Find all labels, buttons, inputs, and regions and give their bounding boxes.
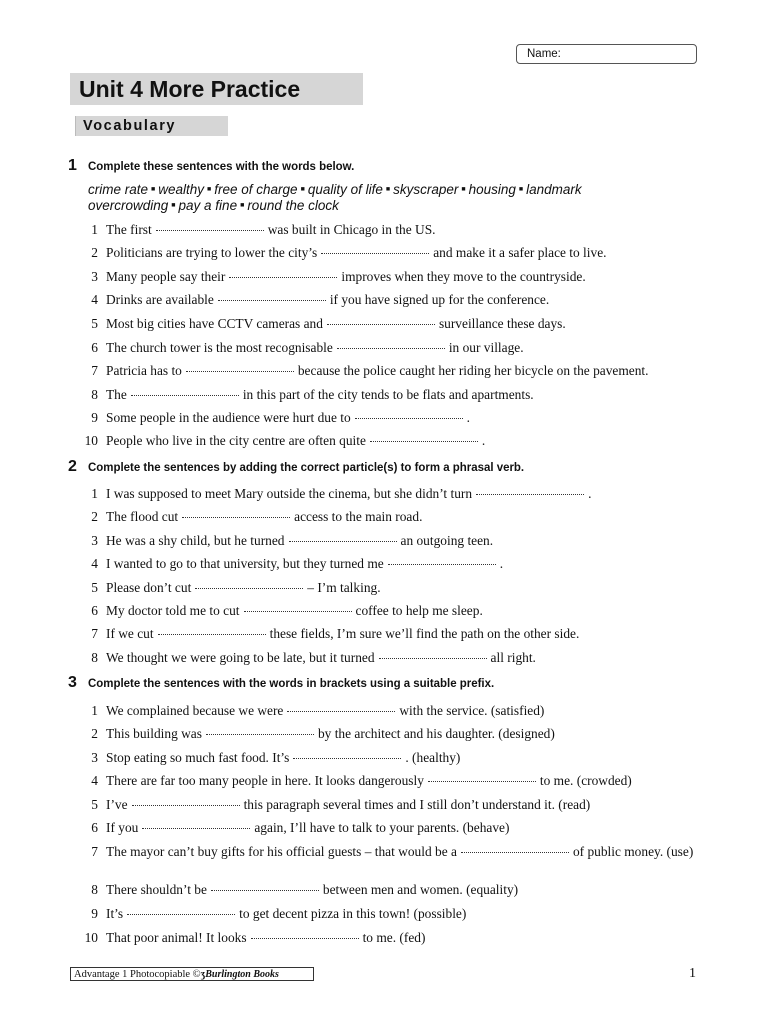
- word-bank-word: wealthy: [158, 182, 205, 197]
- item-text: We thought we were going to be late, but it turned: [106, 650, 375, 665]
- answer-blank[interactable]: [293, 757, 401, 759]
- answer-blank[interactable]: [428, 780, 536, 782]
- item-number: 9: [91, 410, 98, 425]
- list-item: [78, 509, 728, 525]
- item-text: We complained because we were: [106, 703, 284, 718]
- item-text: .: [481, 433, 486, 448]
- list-item: [78, 726, 728, 742]
- item-number: 7: [91, 626, 98, 641]
- item-text: if you have signed up for the conference.: [329, 292, 550, 307]
- answer-blank[interactable]: [287, 710, 395, 712]
- word-bank-word: quality of life: [307, 182, 383, 197]
- item-text: It’s: [106, 906, 124, 921]
- list-item: [78, 340, 728, 356]
- answer-blank[interactable]: [195, 587, 303, 589]
- list-item: [78, 486, 728, 502]
- word-bank-line-1: crime rate ■ wealthy ■ free of charge ■ quality of life ■ skyscraper ■ housing ■ landmark: [88, 182, 582, 197]
- item-number: 9: [91, 906, 98, 921]
- item-text: coffee to help me sleep.: [355, 603, 483, 618]
- list-item: [78, 930, 728, 946]
- item-number: 5: [91, 797, 98, 812]
- item-number: 5: [91, 316, 98, 331]
- item-text: My doctor told me to cut: [106, 603, 240, 618]
- item-number: 4: [91, 773, 98, 788]
- item-text: The flood cut: [106, 509, 179, 524]
- list-item: [78, 773, 728, 789]
- item-text: There are far too many people in here. It looks dangerously: [106, 773, 424, 788]
- item-text: Stop eating so much fast food. It’s: [106, 750, 290, 765]
- list-item: [78, 269, 728, 285]
- list-item: [78, 906, 728, 922]
- item-text: Most big cities have CCTV cameras and: [106, 316, 323, 331]
- item-number: 6: [91, 340, 98, 355]
- item-text: – I’m talking.: [307, 580, 381, 595]
- answer-blank[interactable]: [206, 733, 314, 735]
- list-item: [78, 603, 728, 619]
- answer-blank[interactable]: [244, 610, 352, 612]
- list-item: [78, 797, 728, 813]
- exercise-number: 2: [68, 458, 77, 475]
- item-number: 6: [91, 820, 98, 835]
- answer-blank[interactable]: [355, 417, 463, 419]
- answer-blank[interactable]: [327, 323, 435, 325]
- item-text: The first: [106, 222, 152, 237]
- item-number: 7: [91, 363, 98, 378]
- item-number: 3: [91, 533, 98, 548]
- word-bank-word: round the clock: [247, 198, 339, 213]
- section-tab-label: Vocabulary: [83, 118, 177, 134]
- item-text: There shouldn’t be: [106, 882, 207, 897]
- item-number: 6: [91, 603, 98, 618]
- item-number: 10: [84, 930, 98, 945]
- item-text: in this part of the city tends to be flats and apartments.: [242, 387, 534, 402]
- item-text: an outgoing teen.: [400, 533, 494, 548]
- item-number: 2: [91, 245, 98, 260]
- item-text: Drinks are available: [106, 292, 214, 307]
- item-number: 8: [91, 650, 98, 665]
- list-item: [78, 626, 728, 642]
- item-text: and make it a safer place to live.: [433, 245, 607, 260]
- item-text: I wanted to go to that university, but they turned me: [106, 556, 384, 571]
- item-text: The church tower is the most recognisable: [106, 340, 333, 355]
- item-text: again, I’ll have to talk to your parents. (behave): [254, 820, 510, 835]
- item-number: 3: [91, 750, 98, 765]
- item-number: 2: [91, 509, 98, 524]
- item-text: He was a shy child, but he turned: [106, 533, 285, 548]
- item-number: 4: [91, 292, 98, 307]
- footer-credit: [70, 967, 314, 981]
- item-text: .: [499, 556, 504, 571]
- item-number: 5: [91, 580, 98, 595]
- item-text: That poor animal! It looks: [106, 930, 247, 945]
- item-text: If we cut: [106, 626, 154, 641]
- answer-blank[interactable]: [379, 657, 487, 659]
- word-bank-word: overcrowding: [88, 198, 169, 213]
- item-text: was built in Chicago in the US.: [267, 222, 436, 237]
- exercise-instruction: Complete the sentences with the words in brackets using a suitable prefix.: [88, 676, 495, 690]
- answer-blank[interactable]: [337, 347, 445, 349]
- list-item: [78, 292, 728, 308]
- answer-blank[interactable]: [211, 889, 319, 891]
- item-text: If you: [106, 820, 139, 835]
- list-item: [78, 316, 728, 332]
- item-text: this paragraph several times and I still don’t understand it. (read): [243, 797, 591, 812]
- list-item: [78, 650, 728, 666]
- list-item: [78, 820, 728, 836]
- item-number: 8: [91, 387, 98, 402]
- item-text: to get decent pizza in this town! (possible): [239, 906, 467, 921]
- item-text: .: [588, 486, 592, 501]
- answer-blank[interactable]: [132, 804, 240, 806]
- list-item: [78, 433, 728, 449]
- answer-blank[interactable]: [321, 252, 429, 254]
- publisher-logo: ʒBurlington Books: [200, 969, 279, 980]
- item-text: surveillance these days.: [438, 316, 566, 331]
- footer-text: Advantage 1 Photocopiable ©: [74, 969, 201, 980]
- item-text: in our village.: [448, 340, 524, 355]
- item-text: by the architect and his daughter. (designed): [317, 726, 555, 741]
- item-number: 8: [91, 882, 98, 897]
- answer-blank[interactable]: [218, 299, 326, 301]
- list-item: [78, 410, 728, 426]
- item-text: Patricia has to: [106, 363, 182, 378]
- item-text: between men and women. (equality): [322, 882, 519, 897]
- exercise-instruction: Complete these sentences with the words below.: [88, 159, 355, 173]
- item-text: Please don’t cut: [106, 580, 192, 595]
- item-text: Politicians are trying to lower the city’s: [106, 245, 318, 260]
- item-text: these fields, I’m sure we’ll find the path on the other side.: [269, 626, 580, 641]
- item-number: 2: [91, 726, 98, 741]
- item-text: Many people say their: [106, 269, 226, 284]
- list-item: [78, 245, 728, 261]
- page-number: 1: [689, 966, 696, 981]
- item-text: Some people in the audience were hurt due to: [106, 410, 351, 425]
- list-item: [78, 750, 728, 766]
- answer-blank[interactable]: [476, 493, 584, 495]
- item-text: This building was: [106, 726, 202, 741]
- answer-blank[interactable]: [186, 370, 294, 372]
- exercise-instruction: Complete the sentences by adding the correct particle(s) to form a phrasal verb.: [88, 460, 525, 474]
- item-text: with the service. (satisfied): [399, 703, 545, 718]
- list-item: [78, 363, 728, 379]
- item-text: to me. (fed): [362, 930, 426, 945]
- answer-blank[interactable]: [158, 633, 266, 635]
- word-bank-word: housing: [468, 182, 516, 197]
- exercise-number: 3: [68, 674, 77, 691]
- answer-blank[interactable]: [182, 516, 290, 518]
- name-field[interactable]: [516, 44, 697, 64]
- item-number: 1: [91, 703, 98, 718]
- answer-blank[interactable]: [251, 937, 359, 939]
- list-item: [78, 580, 728, 596]
- item-number: 10: [84, 433, 98, 448]
- item-text: The mayor can’t buy gifts for his official guests – that would be a: [106, 844, 457, 859]
- list-item: [78, 844, 728, 860]
- list-item: [78, 556, 728, 572]
- section-tab: [70, 116, 228, 136]
- item-number: 4: [91, 556, 98, 571]
- list-item: [78, 222, 728, 238]
- word-bank-word: pay a fine: [178, 198, 238, 213]
- item-number: 7: [91, 844, 98, 859]
- name-label: Name:: [527, 48, 561, 60]
- item-text: I’ve: [106, 797, 128, 812]
- publisher-name: Burlington Books: [205, 969, 279, 980]
- word-bank-word: crime rate: [88, 182, 149, 197]
- word-bank-word: landmark: [526, 182, 582, 197]
- answer-blank[interactable]: [229, 276, 337, 278]
- item-text: access to the main road.: [294, 509, 423, 524]
- exercise-number: 1: [68, 157, 77, 174]
- item-text: .: [466, 410, 471, 425]
- answer-blank[interactable]: [131, 394, 239, 396]
- item-text: I was supposed to meet Mary outside the cinema, but she didn’t turn: [106, 486, 473, 501]
- word-bank-word: free of charge: [214, 182, 298, 197]
- word-bank-line-2: overcrowding ■ pay a fine ■ round the clock: [88, 198, 339, 213]
- item-text: to me. (crowded): [539, 773, 632, 788]
- page-title: Unit 4 More Practice: [70, 73, 363, 105]
- answer-blank[interactable]: [370, 440, 478, 442]
- item-text: improves when they move to the countryside.: [341, 269, 586, 284]
- answer-blank[interactable]: [461, 851, 569, 853]
- item-number: 1: [91, 486, 98, 501]
- word-bank-word: skyscraper: [393, 182, 459, 197]
- item-number: 1: [91, 222, 98, 237]
- list-item: [78, 882, 728, 898]
- item-text: because the police caught her riding her bicycle on the pavement.: [297, 363, 649, 378]
- answer-blank[interactable]: [142, 827, 250, 829]
- answer-blank[interactable]: [156, 229, 264, 231]
- list-item: [78, 387, 728, 403]
- list-item: [78, 703, 728, 719]
- item-text: of public money. (use): [572, 844, 694, 859]
- item-text: . (healthy): [405, 750, 461, 765]
- answer-blank[interactable]: [388, 563, 496, 565]
- item-text: People who live in the city centre are often quite: [106, 433, 366, 448]
- item-number: 3: [91, 269, 98, 284]
- answer-blank[interactable]: [127, 913, 235, 915]
- answer-blank[interactable]: [289, 540, 397, 542]
- item-text: all right.: [490, 650, 536, 665]
- item-text: The: [106, 387, 127, 402]
- list-item: [78, 533, 728, 549]
